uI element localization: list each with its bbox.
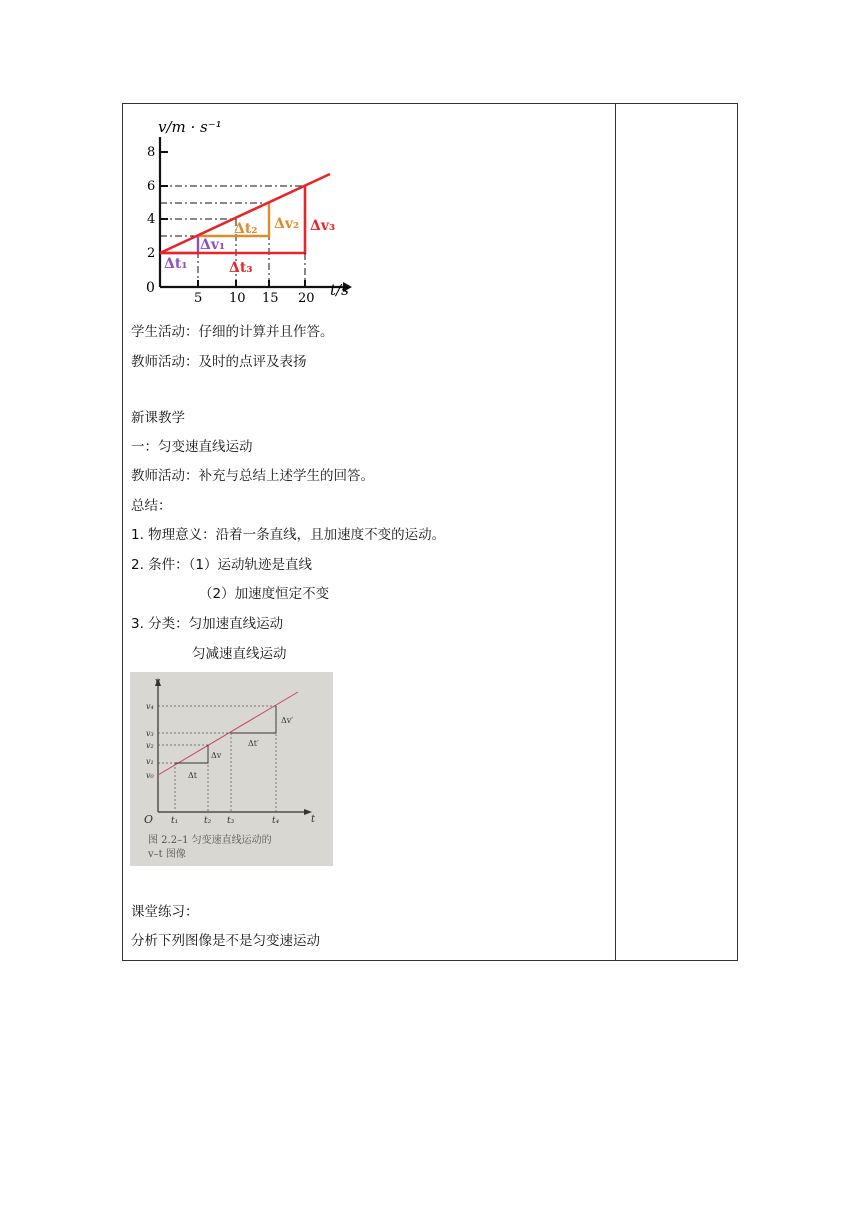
delta-t1-label: Δt₁ [164, 256, 188, 272]
delta-t-label: Δt [188, 771, 197, 780]
list-item: 1. 物理意义：沿着一条直线，且加速度不变的运动。 [131, 527, 446, 543]
delta-t3-label: Δt₃ [229, 260, 253, 276]
new-lesson-heading: 新课教学 [131, 410, 185, 426]
t-axis-label: t [311, 814, 316, 825]
textbook-vt-figure [130, 672, 333, 866]
t-tick-label: t₄ [272, 816, 280, 826]
teacher-activity-text: 教师活动：及时的点评及表扬 [131, 354, 307, 370]
delta-v-label: Δv [211, 751, 222, 760]
y-axis-label: v/m · s⁻¹ [158, 118, 222, 136]
list-item-continued: （2）加速度恒定不变 [199, 586, 330, 602]
y-tick-label: 4 [147, 212, 156, 227]
vt-graph-1 [138, 112, 368, 307]
table-column-divider [615, 103, 616, 961]
v-tick-label: v₂ [146, 741, 154, 750]
delta-v3-label: Δv₃ [310, 218, 336, 234]
figure-caption-line2: v–t 图像 [148, 849, 186, 860]
practice-question: 分析下列图像是不是匀变速运动 [131, 933, 320, 949]
delta-t-prime-label: Δt′ [248, 739, 259, 748]
t-tick-label: t₁ [171, 816, 179, 826]
y-tick-label: 8 [147, 145, 156, 160]
y-tick-label: 2 [147, 246, 156, 261]
delta-v1-label: Δv₁ [200, 237, 226, 253]
practice-heading: 课堂练习： [131, 904, 199, 920]
x-tick-label: 20 [298, 291, 315, 306]
delta-t2-label: Δt₂ [234, 221, 258, 237]
list-item: 3. 分类：匀加速直线运动 [131, 616, 284, 632]
teacher-activity-text: 教师活动：补充与总结上述学生的回答。 [131, 468, 374, 484]
origin-label: 0 [146, 280, 155, 296]
x-axis-label: t/s [330, 281, 349, 299]
x-tick-label: 10 [229, 291, 246, 306]
summary-heading: 总结： [131, 498, 172, 514]
delta-v2-label: Δv₂ [274, 216, 300, 232]
t-tick-label: t₂ [204, 816, 212, 826]
list-item-continued: 匀减速直线运动 [192, 646, 287, 662]
y-tick-label: 6 [147, 179, 156, 194]
t-tick-label: t₃ [227, 816, 235, 826]
v-tick-label: v₄ [146, 702, 154, 711]
delta-v-prime-label: Δv′ [281, 716, 294, 725]
figure-caption: 图 2.2–1 匀变速直线运动的 [148, 835, 272, 846]
x-tick-label: 15 [262, 291, 279, 306]
origin-label: O [144, 813, 154, 826]
section-heading: 一：匀变速直线运动 [131, 439, 253, 455]
v-tick-label: v₃ [146, 729, 154, 738]
v-tick-label: v₀ [146, 771, 154, 780]
list-item: 2. 条件：（1）运动轨迹是直线 [131, 557, 313, 573]
v-tick-label: v₁ [146, 757, 154, 766]
student-activity-text: 学生活动：仔细的计算并且作答。 [131, 324, 334, 340]
x-tick-label: 5 [194, 291, 203, 306]
v-axis-label: v [155, 677, 161, 687]
